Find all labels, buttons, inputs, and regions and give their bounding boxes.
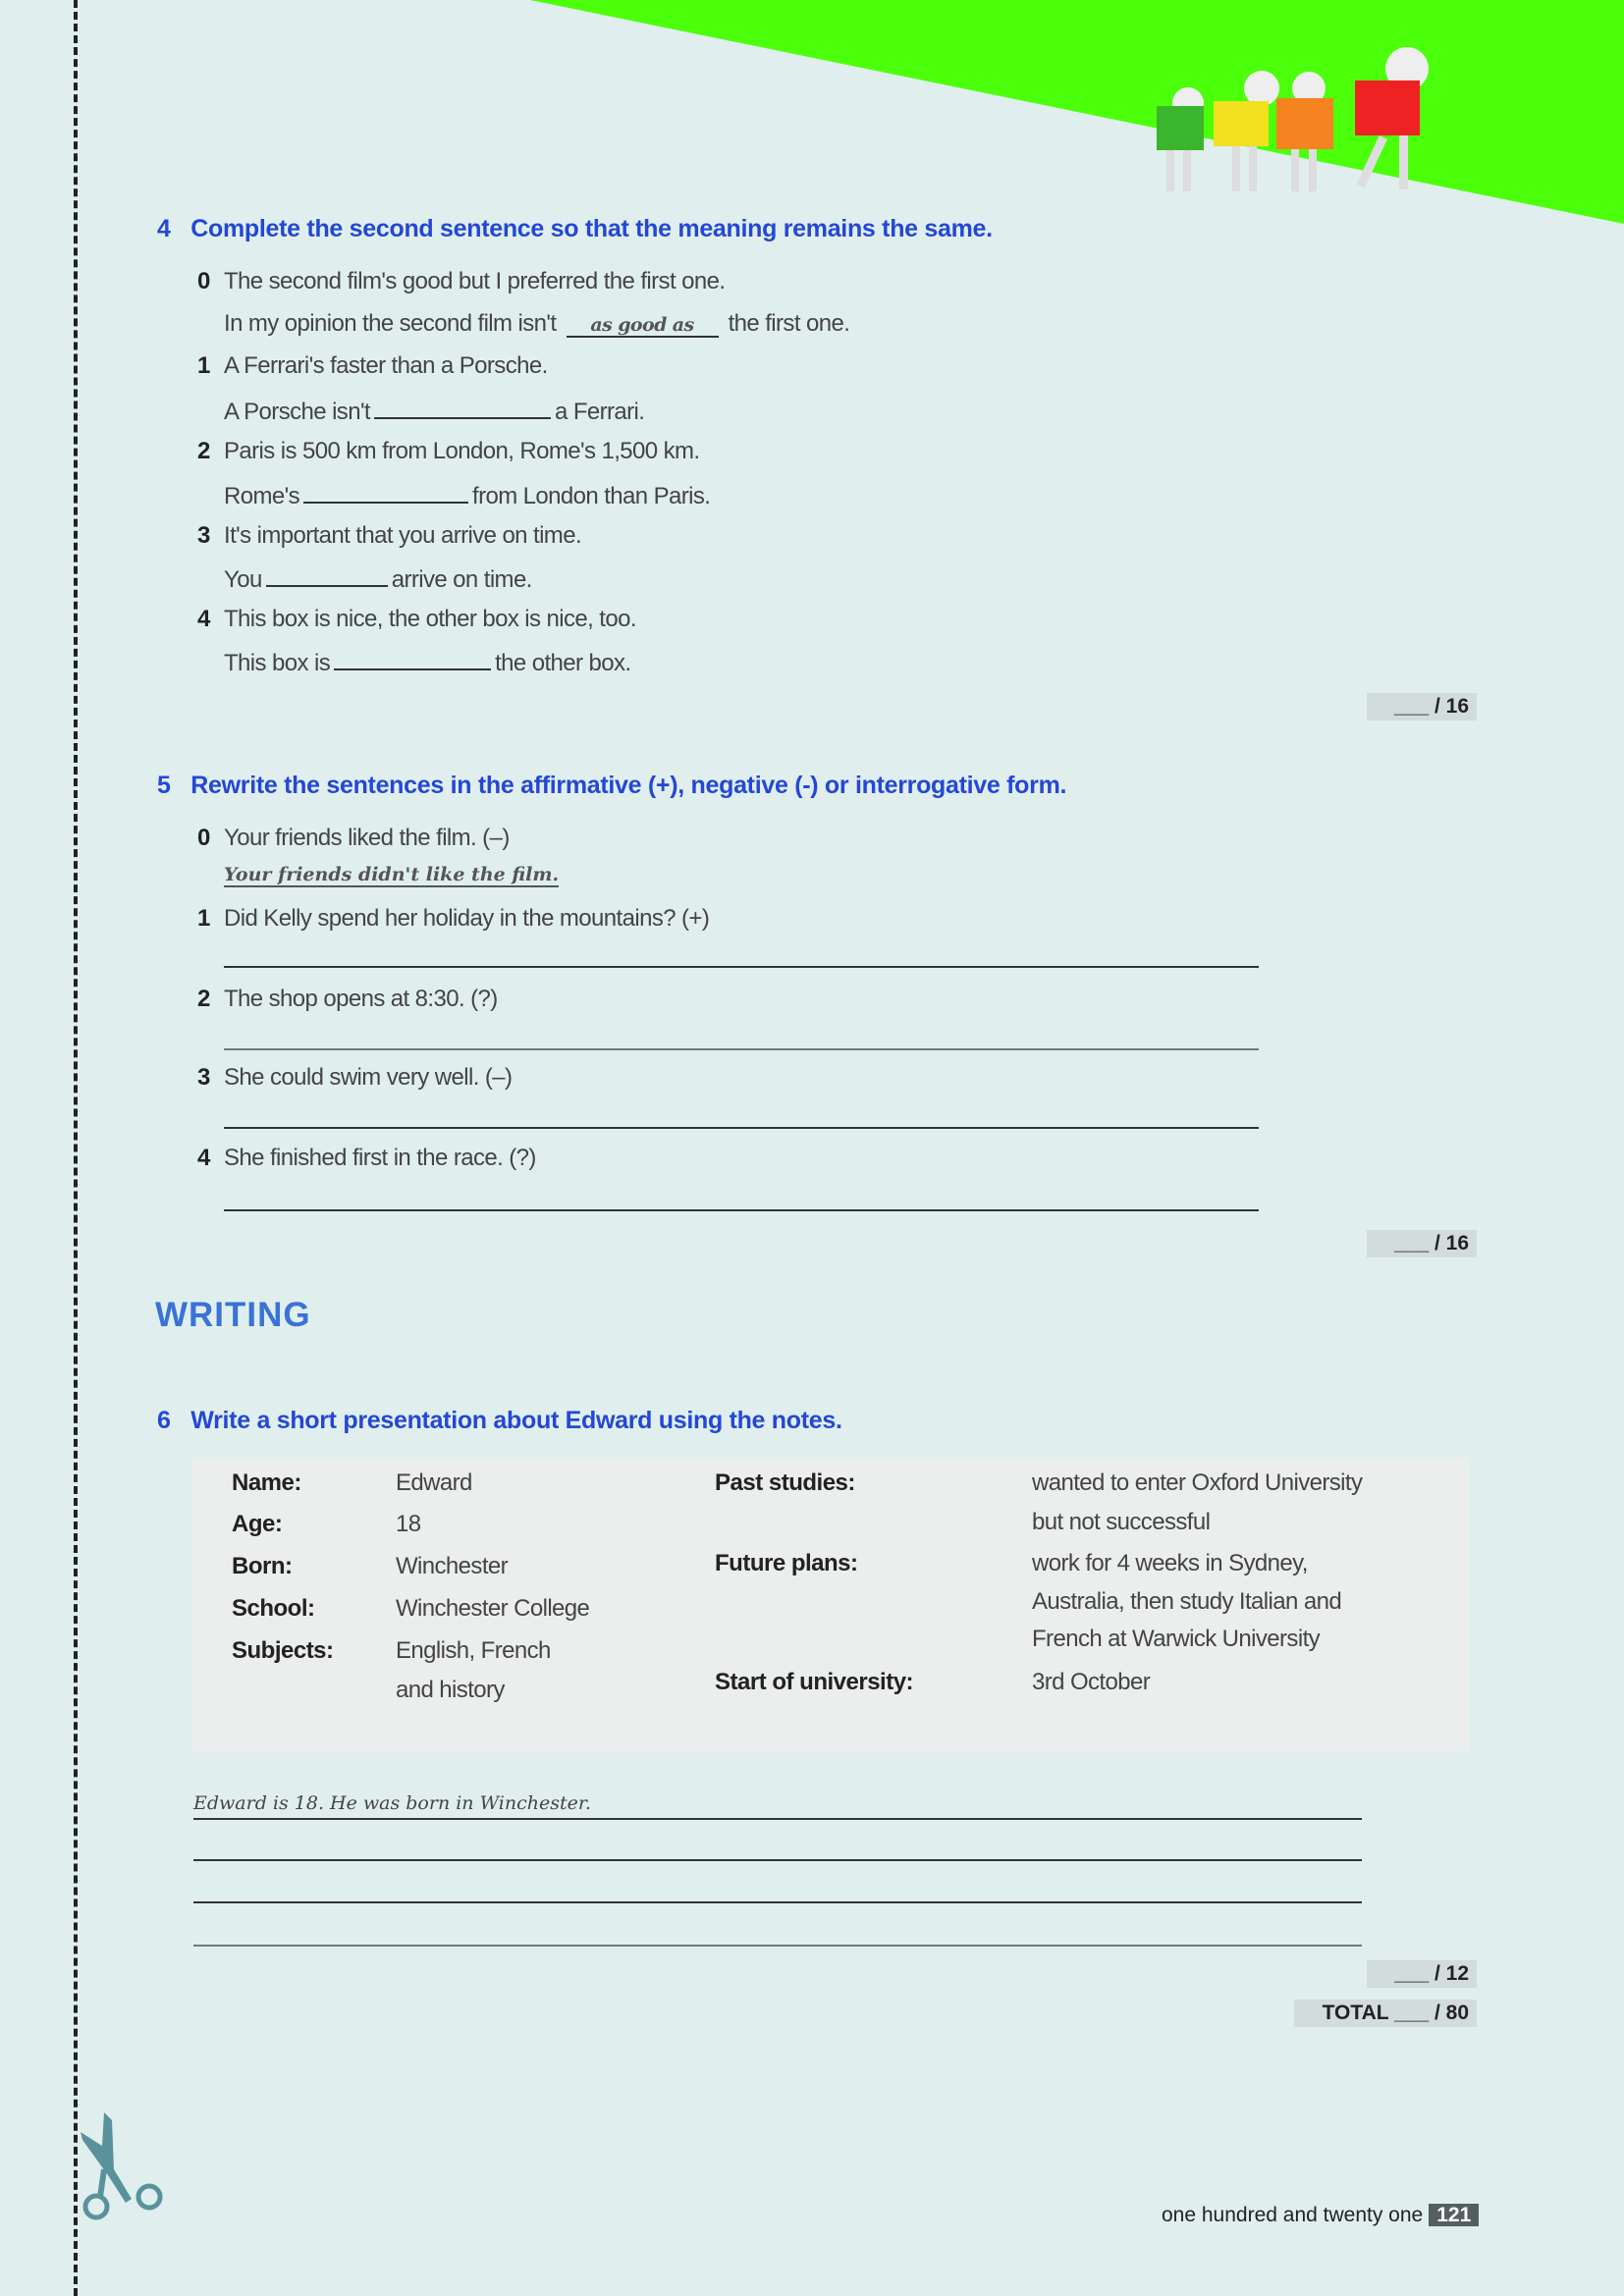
page-footer <box>1162 2204 1479 2227</box>
cut-line <box>74 0 78 2296</box>
item-rewrite <box>224 396 644 426</box>
note-value: wanted to enter Oxford University <box>1032 1469 1363 1496</box>
writing-line[interactable] <box>193 1945 1362 1947</box>
item-rewrite <box>224 480 710 510</box>
item-sentence: This box is nice, the other box is nice, too. <box>224 606 636 632</box>
item-number: 0 <box>197 268 211 294</box>
note-label: Past studies: <box>715 1469 855 1496</box>
item-number: 3 <box>197 1064 211 1091</box>
exercise-number: 5 <box>157 772 171 799</box>
item-sentence: A Ferrari's faster than a Porsche. <box>224 352 548 379</box>
answer-line[interactable] <box>224 1209 1259 1211</box>
rewrite-start: Rome's <box>224 483 300 509</box>
note-value: and history <box>396 1677 505 1703</box>
item-number: 4 <box>197 1145 211 1171</box>
item-number: 0 <box>197 825 211 851</box>
exercise-4-heading <box>157 215 993 243</box>
answer-line[interactable] <box>224 966 1259 968</box>
rewrite-end: the other box. <box>495 650 631 676</box>
exercise-number: 6 <box>157 1407 171 1434</box>
answer-blank[interactable] <box>374 396 551 419</box>
item-rewrite <box>224 563 532 594</box>
item-sentence: Paris is 500 km from London, Rome's 1,500 km. <box>224 438 700 464</box>
answer-line[interactable] <box>224 1048 1259 1050</box>
item-number: 1 <box>197 352 211 379</box>
note-label: Age: <box>232 1511 283 1537</box>
note-value: 18 <box>396 1511 421 1537</box>
item-sentence: Your friends liked the film. (–) <box>224 825 510 851</box>
page-number-words: one hundred and twenty one <box>1162 2204 1424 2226</box>
rewrite-end: arrive on time. <box>391 566 532 593</box>
page-number: 121 <box>1429 2204 1479 2226</box>
exercise-instruction: Rewrite the sentences in the affirmative (+), negative (-) or interrogative form. <box>190 772 1067 799</box>
note-label: Born: <box>232 1553 293 1579</box>
exercise-instruction: Write a short presentation about Edward using the notes. <box>190 1407 842 1434</box>
item-sentence: It's important that you arrive on time. <box>224 522 582 549</box>
example-answer: Your friends didn't like the film. <box>224 864 560 885</box>
writing-line[interactable] <box>193 1818 1362 1820</box>
note-value: French at Warwick University <box>1032 1626 1321 1652</box>
note-label: Future plans: <box>715 1550 858 1576</box>
rewrite-end: the first one. <box>728 310 850 337</box>
exercise-6-score: ___ / 12 <box>1367 1960 1477 1988</box>
exercise-4-score: ___ / 16 <box>1367 693 1477 721</box>
rewrite-start: This box is <box>224 650 331 676</box>
exercise-5-score: ___ / 16 <box>1367 1230 1477 1257</box>
item-number: 2 <box>197 986 211 1012</box>
item-sentence: She finished first in the race. (?) <box>224 1145 536 1171</box>
item-rewrite <box>224 310 849 338</box>
rewrite-end: from London than Paris. <box>472 483 711 509</box>
answer-blank[interactable]: as good as <box>567 314 719 338</box>
item-number: 2 <box>197 438 211 464</box>
note-value: work for 4 weeks in Sydney, <box>1032 1550 1308 1576</box>
answer-blank[interactable] <box>334 647 491 670</box>
note-label: Subjects: <box>232 1637 334 1664</box>
exercise-instruction: Complete the second sentence so that the meaning remains the same. <box>190 215 993 242</box>
exercise-number: 4 <box>157 215 171 242</box>
note-value: 3rd October <box>1032 1669 1151 1695</box>
exercise-6-heading <box>157 1407 842 1435</box>
total-score: TOTAL ___ / 80 <box>1294 2000 1477 2027</box>
note-value: Winchester <box>396 1553 509 1579</box>
note-value: English, French <box>396 1637 551 1664</box>
scissors-icon <box>77 2110 175 2228</box>
note-label: School: <box>232 1595 315 1622</box>
note-label: Name: <box>232 1469 301 1496</box>
note-value: Australia, then study Italian and <box>1032 1588 1342 1615</box>
rewrite-start: In my opinion the second film isn't <box>224 310 557 337</box>
note-value: but not successful <box>1032 1509 1211 1535</box>
exercise-5-heading <box>157 772 1066 800</box>
example-answer: Edward is 18. He was born in Winchester. <box>193 1792 591 1814</box>
answer-blank[interactable] <box>303 480 468 504</box>
item-number: 1 <box>197 905 211 932</box>
section-title-writing: WRITING <box>155 1296 311 1334</box>
item-number: 3 <box>197 522 211 549</box>
item-sentence: The second film's good but I preferred the first one. <box>224 268 726 294</box>
item-rewrite <box>224 647 630 677</box>
note-value: Winchester College <box>396 1595 590 1622</box>
item-sentence: She could swim very well. (–) <box>224 1064 513 1091</box>
rewrite-start: A Porsche isn't <box>224 399 370 425</box>
rewrite-end: a Ferrari. <box>555 399 645 425</box>
item-sentence: The shop opens at 8:30. (?) <box>224 986 498 1012</box>
note-label: Start of university: <box>715 1669 914 1695</box>
item-number: 4 <box>197 606 211 632</box>
writing-line[interactable] <box>193 1901 1362 1903</box>
writing-line[interactable] <box>193 1859 1362 1861</box>
rewrite-start: You <box>224 566 262 593</box>
answer-blank[interactable] <box>266 563 388 587</box>
answer-line[interactable] <box>224 1127 1259 1129</box>
item-sentence: Did Kelly spend her holiday in the mountains? (+) <box>224 905 710 932</box>
note-value: Edward <box>396 1469 472 1496</box>
